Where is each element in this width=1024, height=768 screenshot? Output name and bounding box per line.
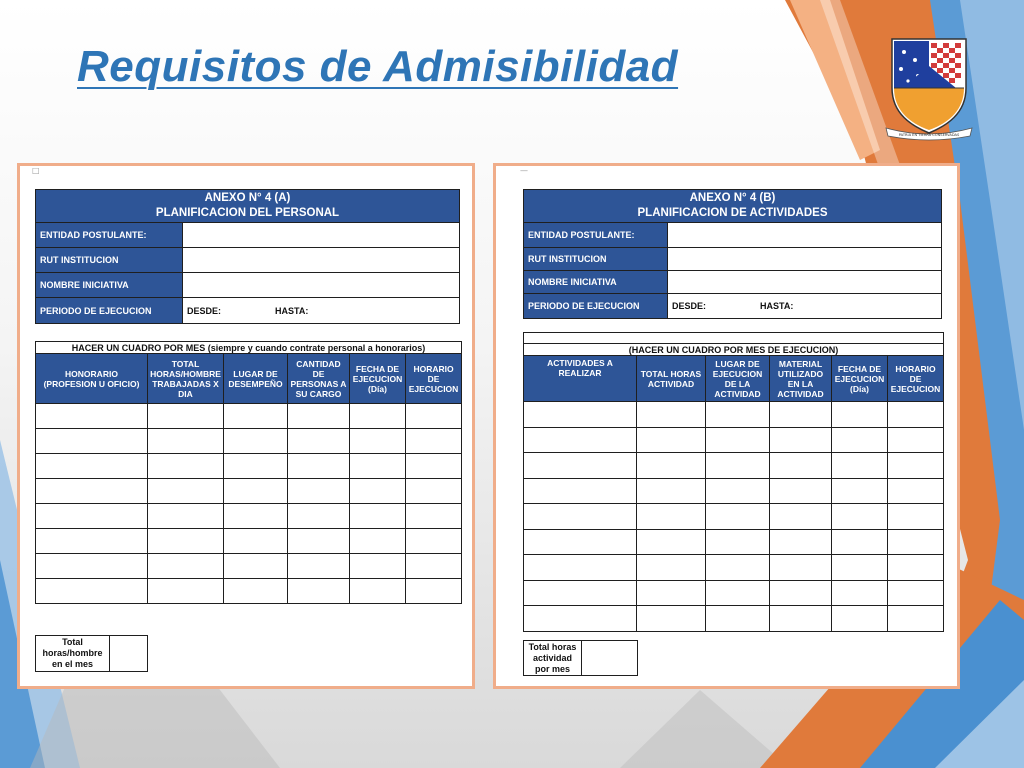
table-cell[interactable] [148, 579, 224, 604]
table-cell[interactable] [637, 529, 706, 555]
table-cell[interactable] [637, 504, 706, 530]
table-cell[interactable] [288, 529, 350, 554]
table-cell[interactable] [832, 606, 888, 632]
table-cell[interactable] [888, 478, 944, 504]
table-cell[interactable] [148, 429, 224, 454]
field-label-rut: RUT INSTITUCION [524, 248, 668, 271]
annex-b-table-caption: (HACER UN CUADRO POR MES DE EJECUCION) [524, 344, 944, 356]
table-cell[interactable] [288, 404, 350, 429]
table-row [36, 454, 462, 479]
table-cell[interactable] [832, 427, 888, 453]
table-cell[interactable] [770, 427, 832, 453]
table-row [524, 555, 944, 581]
table-cell[interactable] [350, 479, 406, 504]
field-label-periodo: PERIODO DE EJECUCION [36, 298, 183, 324]
column-header: CANTIDAD DE PERSONAS A SU CARGO [288, 354, 350, 404]
table-cell[interactable] [524, 580, 637, 606]
desde-label: DESDE: [672, 301, 707, 311]
table-cell[interactable] [706, 427, 770, 453]
column-header: HONORARIO (PROFESION U OFICIO) [36, 354, 148, 404]
table-cell[interactable] [770, 504, 832, 530]
field-value-entidad[interactable] [183, 223, 460, 248]
hasta-label: HASTA: [275, 305, 309, 316]
table-cell[interactable] [36, 504, 148, 529]
table-cell[interactable] [706, 606, 770, 632]
table-cell[interactable] [350, 554, 406, 579]
table-cell[interactable] [406, 554, 462, 579]
table-row [36, 429, 462, 454]
table-cell[interactable] [888, 580, 944, 606]
table-row [524, 453, 944, 479]
table-cell[interactable] [288, 579, 350, 604]
table-row [36, 554, 462, 579]
table-cell[interactable] [148, 404, 224, 429]
table-cell[interactable] [288, 554, 350, 579]
table-cell[interactable] [224, 529, 288, 554]
table-cell[interactable] [888, 529, 944, 555]
table-cell[interactable] [224, 454, 288, 479]
field-label-entidad: ENTIDAD POSTULANTE: [36, 223, 183, 248]
annex-a-document [17, 163, 475, 689]
table-cell[interactable] [148, 554, 224, 579]
table-row [524, 478, 944, 504]
table-cell[interactable] [637, 453, 706, 479]
table-cell[interactable] [706, 529, 770, 555]
column-header: LUGAR DE EJECUCION DE LA ACTIVIDAD [706, 356, 770, 402]
field-value-periodo[interactable] [668, 294, 942, 319]
table-cell[interactable] [350, 579, 406, 604]
table-cell[interactable] [406, 479, 462, 504]
table-cell[interactable] [406, 429, 462, 454]
table-cell[interactable] [770, 478, 832, 504]
table-cell[interactable] [706, 504, 770, 530]
table-cell[interactable] [832, 555, 888, 581]
column-header: LUGAR DE DESEMPEÑO [224, 354, 288, 404]
field-label-nombre: NOMBRE INICIATIVA [36, 273, 183, 298]
annex-a-table-caption: HACER UN CUADRO POR MES (siempre y cuando contrate personal a honorarios) [36, 342, 462, 354]
table-cell[interactable] [637, 402, 706, 428]
column-header: HORARIO DE EJECUCION [406, 354, 462, 404]
table-cell[interactable] [706, 580, 770, 606]
table-cell[interactable] [832, 529, 888, 555]
table-cell[interactable] [770, 453, 832, 479]
table-cell[interactable] [350, 404, 406, 429]
table-cell[interactable] [36, 554, 148, 579]
column-header: MATERIAL UTILIZADO EN LA ACTIVIDAD [770, 356, 832, 402]
table-row [36, 529, 462, 554]
table-cell[interactable] [224, 504, 288, 529]
annex-b-table-body [524, 402, 944, 632]
annex-a-monthly-table [35, 341, 462, 604]
annex-a-total-value[interactable] [110, 636, 148, 672]
table-cell[interactable] [770, 580, 832, 606]
table-cell[interactable] [224, 554, 288, 579]
table-cell[interactable] [224, 479, 288, 504]
table-cell[interactable] [637, 427, 706, 453]
annex-a-table-body [36, 404, 462, 604]
table-cell[interactable] [770, 529, 832, 555]
table-cell[interactable] [832, 402, 888, 428]
table-cell[interactable] [524, 504, 637, 530]
table-cell[interactable] [706, 478, 770, 504]
annex-a-total-table [35, 635, 148, 672]
field-label-rut: RUT INSTITUCION [36, 248, 183, 273]
table-cell[interactable] [706, 555, 770, 581]
table-cell[interactable] [406, 529, 462, 554]
table-cell[interactable] [888, 453, 944, 479]
table-cell[interactable] [350, 529, 406, 554]
table-row [524, 402, 944, 428]
table-cell[interactable] [36, 529, 148, 554]
table-cell[interactable] [888, 606, 944, 632]
table-cell[interactable] [524, 453, 637, 479]
annex-a-header-table [35, 189, 460, 324]
table-cell[interactable] [832, 504, 888, 530]
table-cell[interactable] [524, 606, 637, 632]
field-label-entidad: ENTIDAD POSTULANTE: [524, 223, 668, 248]
table-cell[interactable] [148, 454, 224, 479]
field-value-periodo[interactable] [183, 298, 460, 324]
table-cell[interactable] [288, 429, 350, 454]
table-cell[interactable] [888, 555, 944, 581]
table-cell[interactable] [350, 454, 406, 479]
table-cell[interactable] [148, 529, 224, 554]
table-cell[interactable] [350, 504, 406, 529]
field-value-nombre[interactable] [668, 271, 942, 294]
corner-mark: — [520, 166, 528, 175]
table-cell[interactable] [36, 479, 148, 504]
corner-mark: □ [32, 166, 40, 175]
table-cell[interactable] [888, 504, 944, 530]
annex-b-total-table [523, 640, 638, 676]
annex-b-document [493, 163, 960, 689]
column-header: FECHA DE EJECUCION (Día) [350, 354, 406, 404]
desde-label: DESDE: [187, 305, 222, 316]
field-label-periodo: PERIODO DE EJECUCION [524, 294, 668, 319]
coat-of-arms-logo [884, 36, 974, 142]
table-cell[interactable] [224, 404, 288, 429]
table-cell[interactable] [524, 427, 637, 453]
table-cell[interactable] [224, 579, 288, 604]
table-cell[interactable] [770, 402, 832, 428]
field-value-rut[interactable] [668, 248, 942, 271]
column-header: TOTAL HORAS ACTIVIDAD [637, 356, 706, 402]
table-cell[interactable] [637, 606, 706, 632]
table-cell[interactable] [832, 478, 888, 504]
table-cell[interactable] [350, 429, 406, 454]
table-cell[interactable] [888, 402, 944, 428]
table-cell[interactable] [288, 479, 350, 504]
table-row [524, 606, 944, 632]
annex-b-total-value[interactable] [582, 641, 638, 676]
table-cell[interactable] [524, 529, 637, 555]
annex-b-monthly-table [523, 332, 944, 632]
table-cell[interactable] [770, 606, 832, 632]
table-cell[interactable] [524, 478, 637, 504]
table-cell[interactable] [224, 429, 288, 454]
field-label-nombre: NOMBRE INICIATIVA [524, 271, 668, 294]
annex-b-total-label: Total horas actividad por mes [524, 641, 582, 676]
table-cell[interactable] [524, 402, 637, 428]
table-cell[interactable] [524, 555, 637, 581]
table-cell[interactable] [406, 504, 462, 529]
table-cell[interactable] [637, 555, 706, 581]
column-header: FECHA DE EJECUCION (Día) [832, 356, 888, 402]
table-cell[interactable] [36, 404, 148, 429]
table-cell[interactable] [832, 453, 888, 479]
table-cell[interactable] [406, 404, 462, 429]
annex-b-spacer-row [524, 333, 944, 344]
field-value-nombre[interactable] [183, 273, 460, 298]
table-row [524, 427, 944, 453]
table-row [36, 579, 462, 604]
table-cell[interactable] [36, 429, 148, 454]
table-cell[interactable] [706, 453, 770, 479]
annex-a-total-label: Total horas/hombre en el mes [36, 636, 110, 672]
field-value-rut[interactable] [183, 248, 460, 273]
column-header: ACTIVIDADES A REALIZAR [524, 356, 637, 402]
table-cell[interactable] [832, 580, 888, 606]
table-cell[interactable] [637, 580, 706, 606]
table-row [36, 479, 462, 504]
table-cell[interactable] [406, 579, 462, 604]
table-cell[interactable] [770, 555, 832, 581]
table-row [36, 504, 462, 529]
slide-title: Requisitos de Admisibilidad [77, 42, 679, 91]
svg-text:PATRIA EN TIERRA CONSERVADAS: PATRIA EN TIERRA CONSERVADAS [898, 133, 960, 137]
table-row [36, 404, 462, 429]
table-cell[interactable] [637, 478, 706, 504]
annex-b-title: ANEXO N° 4 (B) PLANIFICACION DE ACTIVIDADES [524, 190, 942, 223]
table-cell[interactable] [36, 454, 148, 479]
table-cell[interactable] [888, 427, 944, 453]
table-cell[interactable] [406, 454, 462, 479]
annex-b-header-table [523, 189, 942, 319]
table-cell[interactable] [706, 402, 770, 428]
table-row [524, 580, 944, 606]
hasta-label: HASTA: [760, 301, 794, 311]
table-cell[interactable] [148, 479, 224, 504]
table-cell[interactable] [148, 504, 224, 529]
column-header: TOTAL HORAS/HOMBRE TRABAJADAS X DIA [148, 354, 224, 404]
table-row [524, 529, 944, 555]
column-header: HORARIO DE EJECUCION [888, 356, 944, 402]
table-cell[interactable] [288, 454, 350, 479]
annex-a-title: ANEXO N° 4 (A) PLANIFICACION DEL PERSONAL [36, 190, 460, 223]
field-value-entidad[interactable] [668, 223, 942, 248]
table-cell[interactable] [36, 579, 148, 604]
table-cell[interactable] [288, 504, 350, 529]
table-row [524, 504, 944, 530]
